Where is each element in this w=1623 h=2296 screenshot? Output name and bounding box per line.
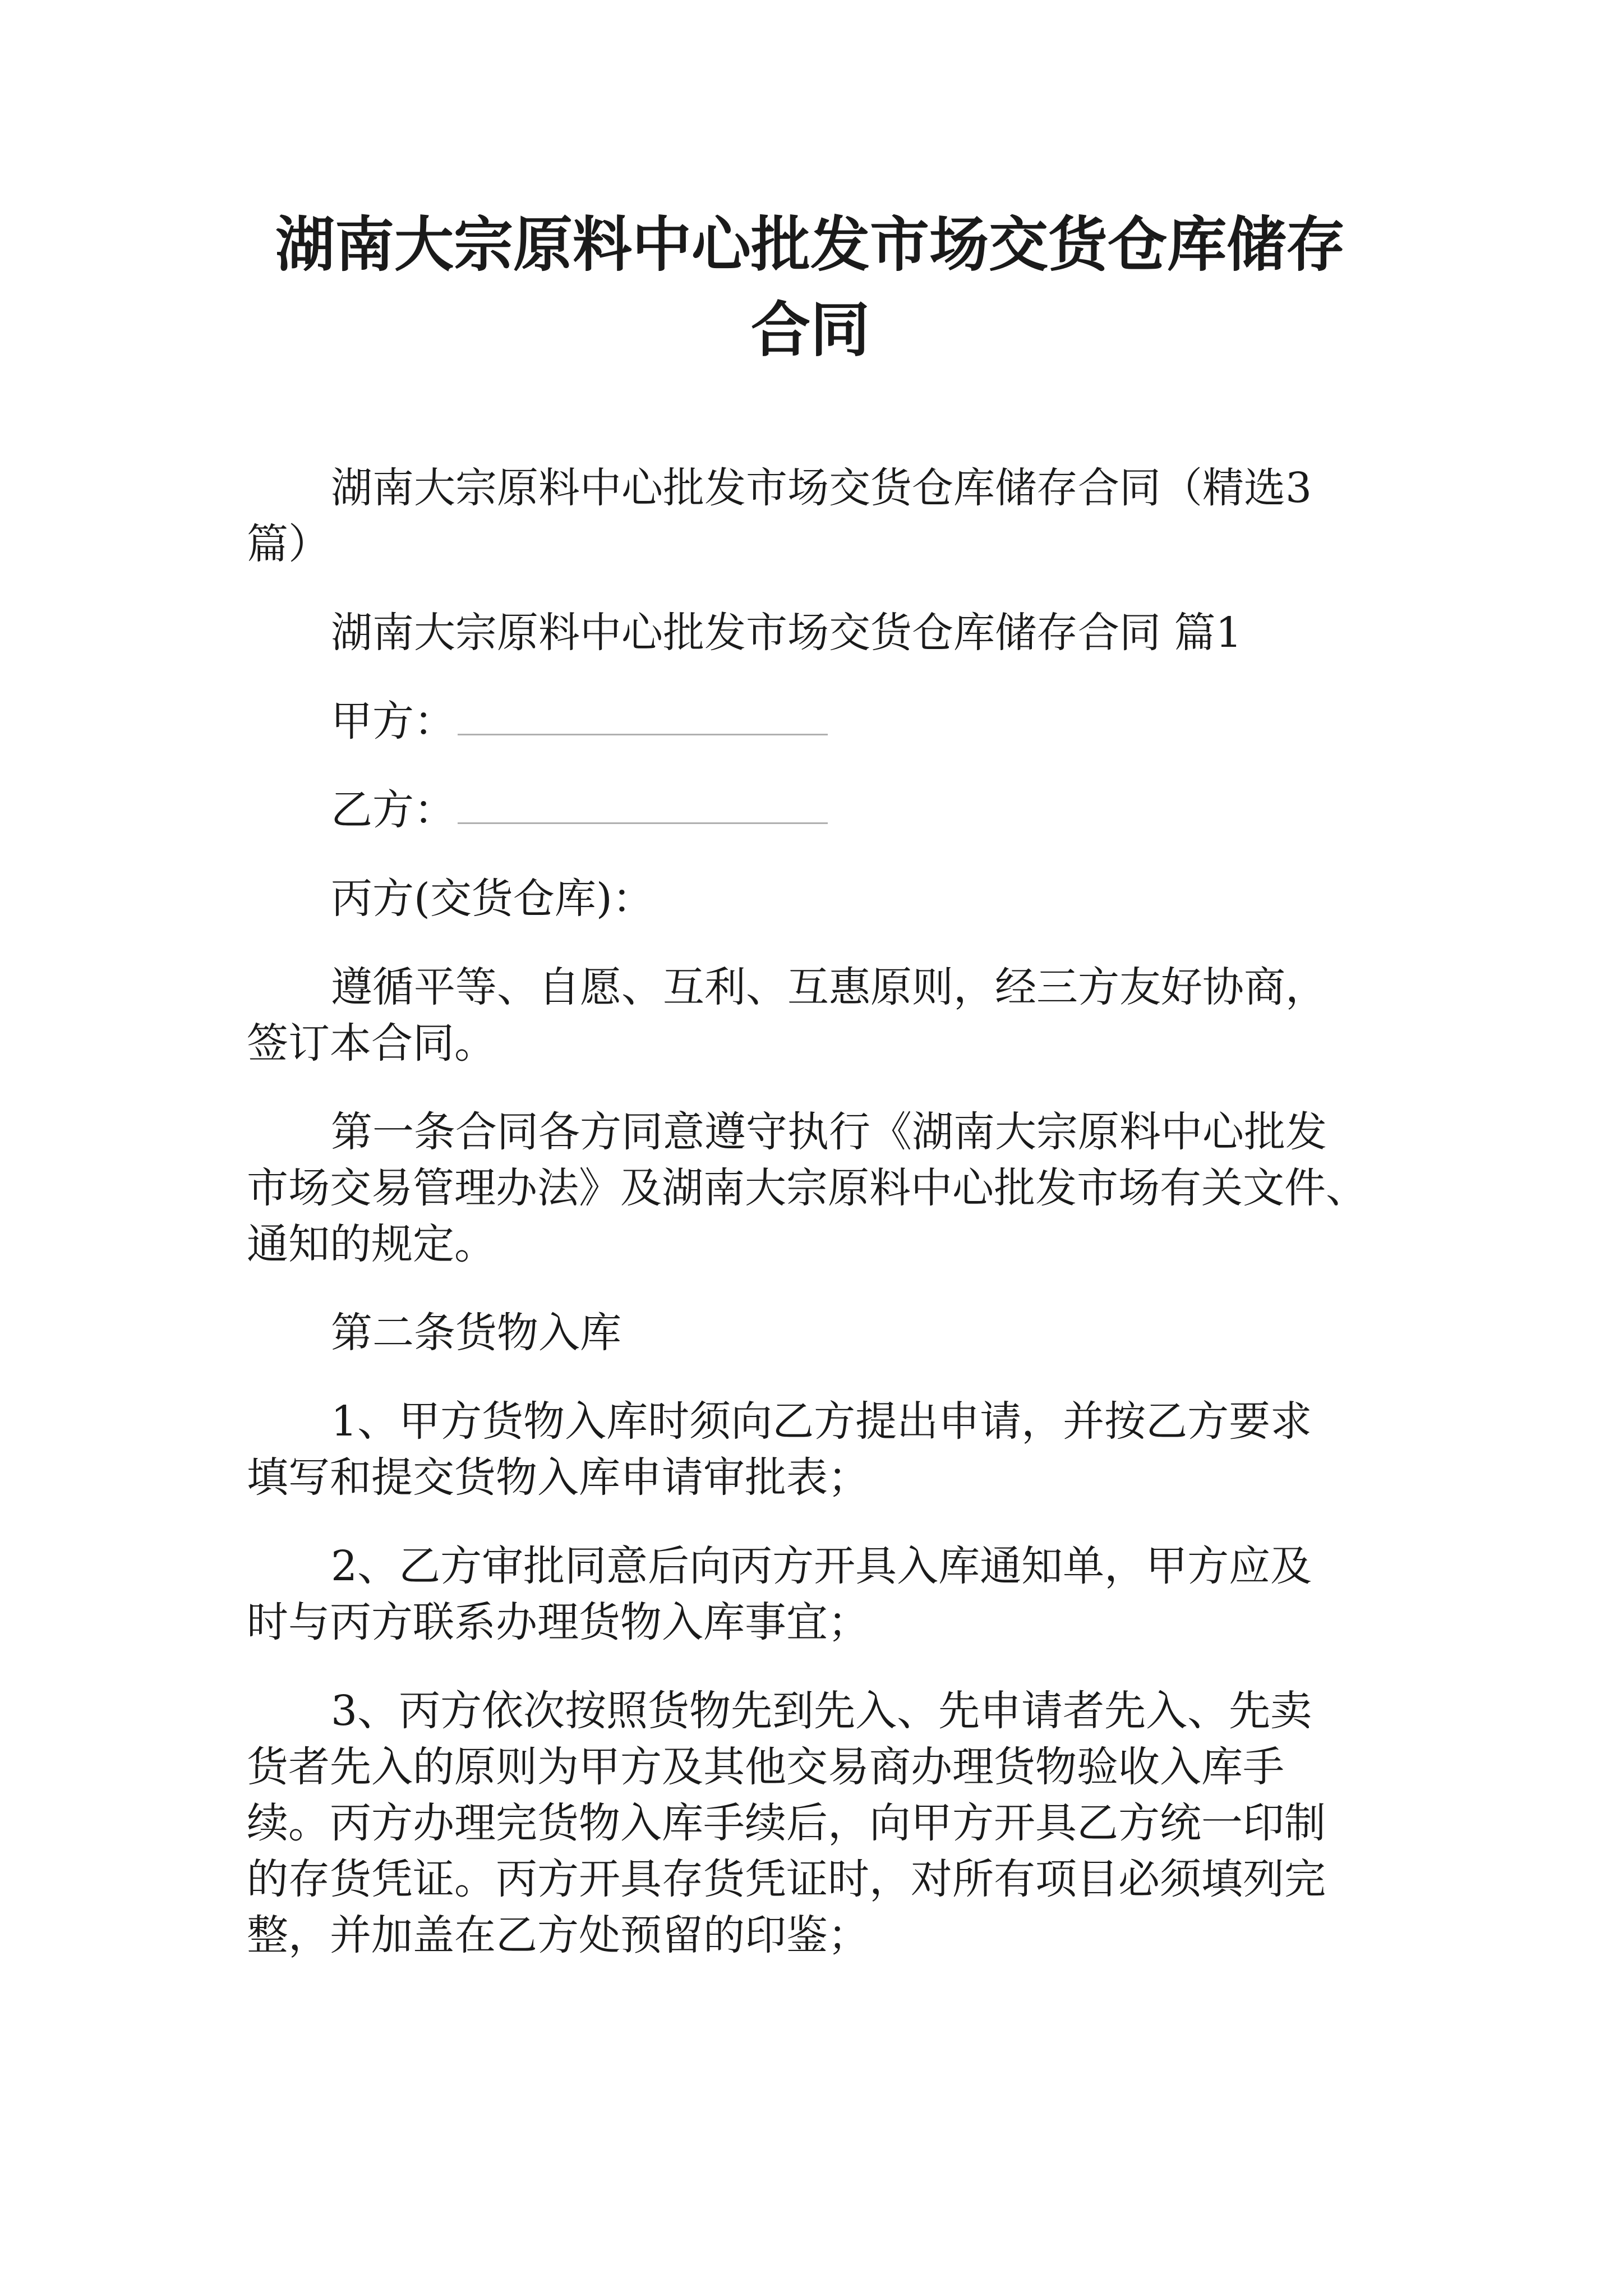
text-line — [247, 782, 1394, 838]
text-line: 第一条合同各方同意遵守执行《湖南大宗原料中心批发 — [331, 1108, 1327, 1156]
title-line-1: 湖南大宗原料中心批发市场交货仓库储存 — [275, 209, 1345, 279]
paragraph-principle — [247, 959, 1394, 1071]
paragraph-item-1 — [247, 1393, 1394, 1506]
party-a-row — [247, 693, 1394, 749]
party-b-label: 乙方： — [331, 786, 455, 834]
party-a-blank — [458, 700, 828, 735]
text-line: 1、甲方货物入库时须向乙方提出申请，并按乙方要求 — [331, 1397, 1312, 1446]
paragraph-section-heading — [247, 605, 1394, 661]
document-body — [247, 460, 1394, 1996]
title-line-2: 合同 — [751, 295, 870, 365]
text-line: 续。丙方办理完货物入库手续后，向甲方开具乙方统一印制 — [247, 1799, 1326, 1847]
party-a-label: 甲方： — [331, 697, 455, 746]
paragraph-intro — [247, 460, 1394, 572]
text-line: 货者先入的原则为甲方及其他交易商办理货物验收入库手 — [247, 1743, 1284, 1791]
text-line: 签订本合同。 — [247, 1019, 496, 1068]
text-line: 通知的规定。 — [247, 1220, 496, 1268]
text-line: 丙方(交货仓库)： — [331, 875, 654, 923]
paragraph-item-2 — [247, 1538, 1394, 1650]
text-line: 湖南大宗原料中心批发市场交货仓库储存合同 篇1 — [331, 609, 1242, 657]
text-line: 时与丙方联系办理货物入库事宜； — [247, 1598, 869, 1646]
party-b-blank — [458, 789, 828, 824]
text-line: 第二条货物入库 — [331, 1309, 621, 1357]
paragraph-article-1 — [247, 1104, 1394, 1272]
text-line: 整，并加盖在乙方处预留的印鉴； — [247, 1911, 869, 1959]
text-line: 市场交易管理办法》及湖南大宗原料中心批发市场有关文件、 — [247, 1164, 1367, 1212]
party-c-row — [247, 871, 1394, 927]
party-b-row — [247, 782, 1394, 838]
text-line: 填写和提交货物入库申请审批表； — [247, 1453, 869, 1502]
text-line: 2、乙方审批同意后向丙方开具入库通知单，甲方应及 — [331, 1542, 1312, 1590]
paragraph-article-2-heading — [247, 1305, 1394, 1361]
text-line: 3、丙方依次按照货物先到先入、先申请者先入、先卖 — [331, 1687, 1312, 1735]
text-line: 篇） — [247, 520, 330, 568]
text-line: 的存货凭证。丙方开具存货凭证时，对所有项目必须填列完 — [247, 1855, 1326, 1903]
text-line — [247, 693, 1394, 749]
document-title — [247, 202, 1374, 372]
paragraph-item-3 — [247, 1683, 1394, 1963]
text-line: 遵循平等、自愿、互利、互惠原则，经三方友好协商， — [331, 963, 1327, 1011]
text-line: 湖南大宗原料中心批发市场交货仓库储存合同（精选3 — [331, 464, 1312, 512]
